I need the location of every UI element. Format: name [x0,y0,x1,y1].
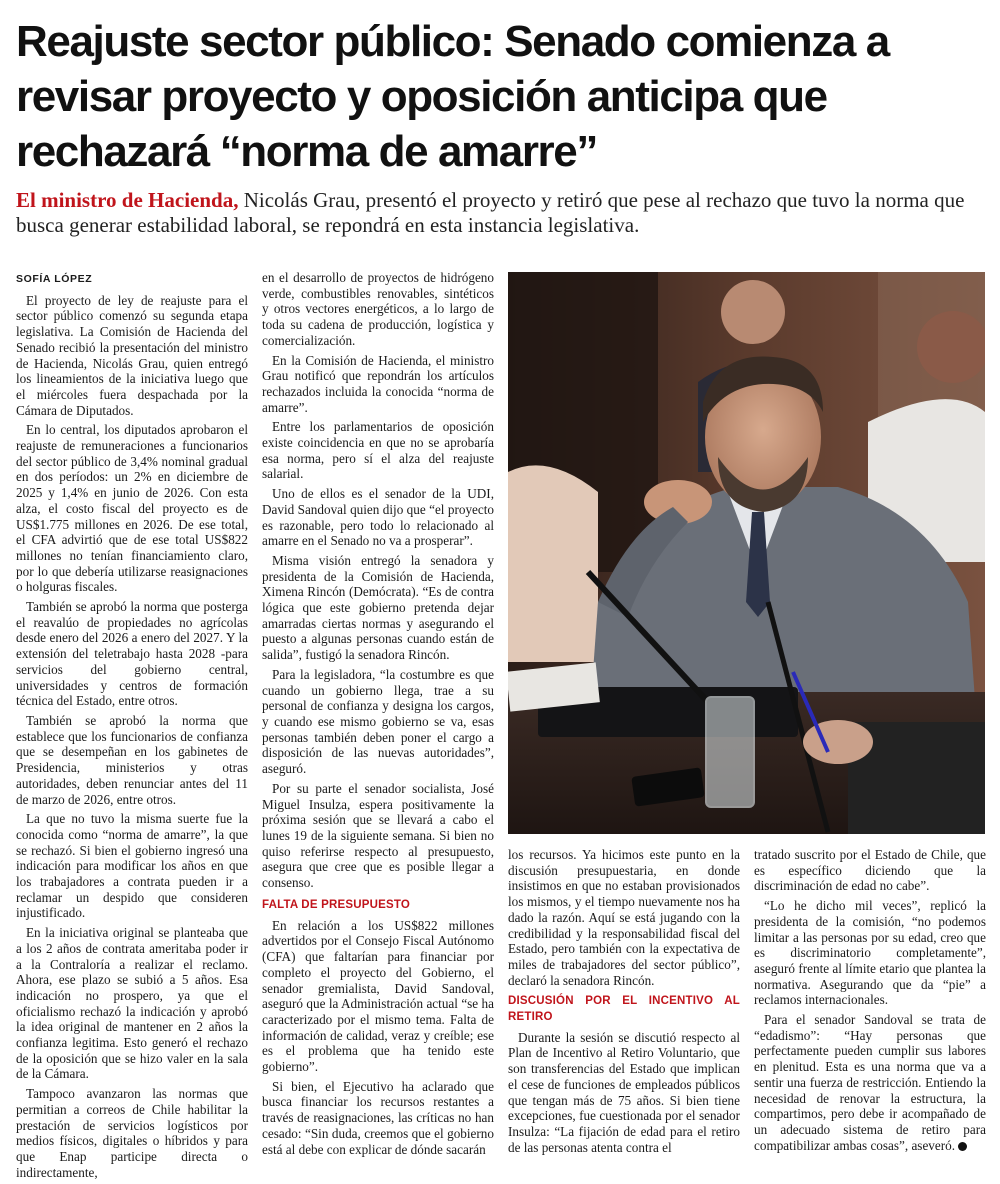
dek-text: Nicolás Grau, presentó el proyecto y retiró que pese al rechazo que tuvo la norma que busca generar estabilidad laboral, se repondrá en esta instancia legislativa. [16,188,965,237]
photo-senate-session-icon [508,272,985,834]
paragraph: También se aprobó la norma que posterga el reavalúo de propiedades no agrícolas desde enero del 2026 a enero del 2027. Y la extensión del teletrabajo hasta 2028 -para servicios del gobierno central, universidades y centros de formación técnica del Estado, entre otros. [16,599,248,709]
column-3 [508,847,740,1159]
paragraph: Entre los parlamentarios de oposición existe coincidencia en que no se aprobaría esa norma, pero sí el alza del reajuste salarial. [262,419,494,482]
paragraph: Durante la sesión se discutió respecto al Plan de Incentivo al Retiro Voluntario, que son transferencias del Estado que implican el cese de funciones de empleados públicos que tengan más de 75 años. Si bien tiene excepciones, fue cuestionada por el senador Insulza: “La fijación de edad para el retiro de las personas atenta contra el [508,1029,740,1155]
column-1 [16,270,248,1184]
paragraph: Por su parte el senador socialista, José Miguel Insulza, espera positivamente la próxima sesión que se llevará a cabo el lunes 19 de la siguiente semana. Si bien no quiso referirse respecto al presupuesto, asegura que cree que es posible llegar a consenso. [262,780,494,891]
paragraph: En relación a los US$822 millones advertidos por el Consejo Fiscal Autónomo (CFA) que faltarían para financiar por completo el proyecto del Gobierno, el senador gremialista, David Sandoval, aseguró que la Administración actual “se ha caracterizado por el mismo tema. Falta de información de calidad, veraz y creíble; ese es el problema que ha tenido este gobierno”. [262,917,494,1075]
article-photo [508,272,985,834]
paragraph: Si bien, el Ejecutivo ha aclarado que busca financiar los recursos restantes a través de reasignaciones, las críticas no han cesado: “Sin duda, creemos que el gobierno está al debe con explicar de dónde sacarán [262,1078,494,1157]
paragraph: También se aprobó la norma que establece que los funcionarios de confianza que se desempeñan en los gabinetes de Presidencia, ministerios y otras autoridades, deben renunciar antes del 11 de marzo de 2026, entre otros. [16,712,248,807]
subhead-incentivo-retiro: DISCUSIÓN POR EL INCENTIVO AL RETIRO [508,995,740,1024]
subhead-falta-presupuesto: FALTA DE PRESUPUESTO [262,899,410,911]
dek-lead: El ministro de Hacienda, [16,188,239,212]
headline: Reajuste sector público: Senado comienza a revisar proyecto y oposición anticipa que rechazará “norma de amarre” [16,17,889,176]
end-of-article-icon [958,1142,967,1151]
paragraph: Misma visión entregó la senadora y presidenta de la Comisión de Hacienda, Ximena Rincón (Demócrata). “Es de contra lógica que este gobierno pretenda dejar amarradas ciertas normas y asegurando el puesto a algunas personas cuando están de salida”, fustigó la senadora Rincón. [262,552,494,663]
column-2-top [262,270,494,895]
dek [16,188,984,238]
paragraph: tratado suscrito por el Estado de Chile, que es específico diciendo que la discriminación de edad no cabe”. [754,847,986,894]
column-4 [754,847,986,1157]
paragraph: En la iniciativa original se planteaba que a los 2 años de contrata ameritaba poder ir a la Contraloría a realizar el reclamo. Ahora, ese plazo se subió a 5 años. Esa indicación no prospero, ya que el oficialismo rechazó la indicación y aprobó la idea original de mantener en 2 años la confianza legitima. Esto generó el rechazo de la oposición que se hizo valer en la sala de la Cámara. [16,925,248,1082]
paragraph: en el desarrollo de proyectos de hidrógeno verde, combustibles renovables, sintéticos y otros vectores energéticos, a lo largo de toda su cadena de producción, logística y comercialización. [262,270,494,348]
paragraph: los recursos. Ya hicimos este punto en la discusión presupuestaria, en donde insistimos en que no estaban provisionados los mismos, y el tiempo nuevamente nos ha dado la razón. Aquí se está jugando con la credibilidad y la responsabilidad fiscal del Estado, pero también con la expectativa de miles de trabajadores del sector público”, declaró la senadora Rincón. [508,847,740,988]
byline: SOFÍA LÓPEZ [16,273,93,285]
paragraph: En la Comisión de Hacienda, el ministro Grau notificó que repondrán los artículos rechazados incluida la conocida “norma de amarre”. [262,352,494,415]
paragraph-text: Para el senador Sandoval se trata de “edadismo”: “Hay personas que perfectamente pueden cumplir sus labores en plenitud. Esta es una norma que va a sentir una fuerza de restricción. Entiendo la necesidad de renovar la estructura, la compartimos, pero debe ir acompañado de un adecuado sistema de retiro para compatibilizar ambas cosas”, aseveró. [754,1012,986,1153]
paragraph: Tampoco avanzaron las normas que permitian a correos de Chile habilitar la prestación de servicios logísticos por medios físicos, digitales o híbridos y para que Enap participe directa o indirectamente, [16,1086,248,1180]
column-2-bottom [262,892,494,1161]
paragraph: El proyecto de ley de reajuste para el sector público comenzó su segunda etapa legislativa. La Comisión de Hacienda del Senado recibió la presentación del ministro de Hacienda, Nicolás Grau, quien entregó los lineamientos de la iniciativa luego que el miércoles fuera despachada por la Cámara de Diputados. [16,292,248,418]
paragraph: Para la legisladora, “la costumbre es que cuando un gobierno llega, trae a su personal de confianza y designa los cargos, y cuando ese mismo gobierno se va, esas personas también deben poner el cargo a disposición de las nuevas autoridades”, aseguró. [262,666,494,777]
paragraph: “Lo he dicho mil veces”, replicó la presidenta de la comisión, “no podemos limitar a las personas por su edad, creo que es discriminatorio completamente”, aseguró frente al límite etario que plantea la normativa. Asegurando que da “pie” a reclamos internacionales. [754,898,986,1008]
paragraph: En lo central, los diputados aprobaron el reajuste de remuneraciones a funcionarios del sector público de 3,4% nominal gradual en dos períodos: un 2% en diciembre de 2025 y 1,4% en junio de 2026. Con esta alza, el costo fiscal del proyecto es de US$1.775 millones en 2026. De ese total, el CFA advirtió que de ese total US$822 millones no tenían financiamiento claro, por lo que debería utilizarse reasignaciones o holguras fiscales. [16,422,248,595]
paragraph: Uno de ellos es el senador de la UDI, David Sandoval quien dijo que “el proyecto es razonable, pero todo lo relacionado al amarre en el Senado no va a prosperar”. [262,486,494,549]
paragraph: La que no tuvo la misma suerte fue la conocida como “norma de amarre”, la que se rechazó. Si bien el gobierno ingresó una indicación para modificar los años en que los trabajadores a contrata pueden ir a reclamar un despido que consideren injustificado. [16,811,248,921]
paragraph [754,1012,986,1153]
